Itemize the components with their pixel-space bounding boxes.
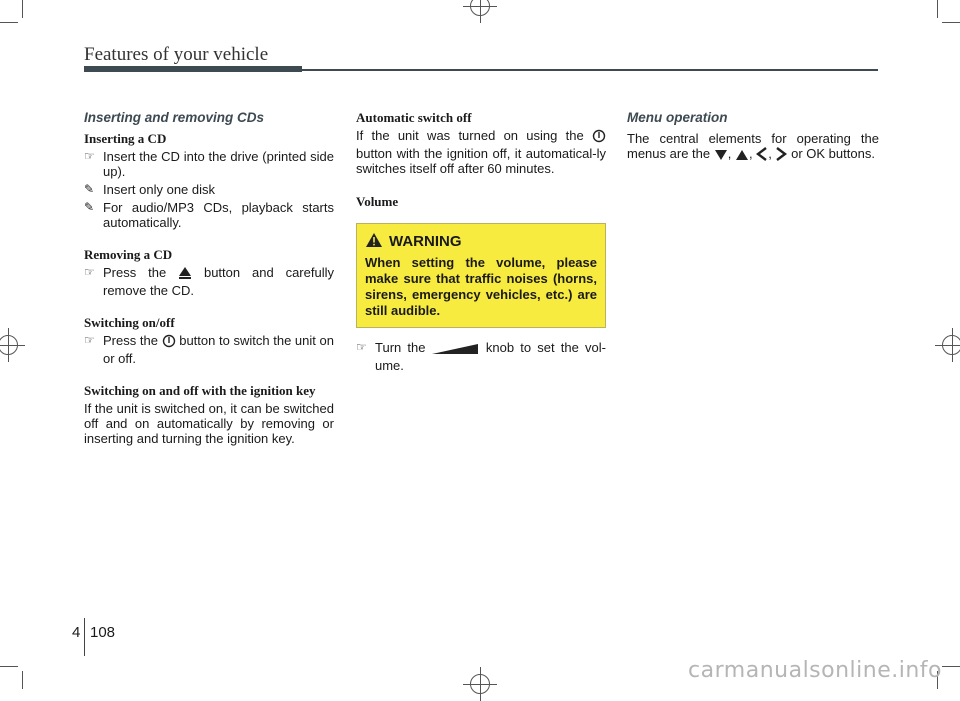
- paragraph-ignition: If the unit is switched on, it can be switched off and on automatically by removing or inserting and turning the ignition key.: [84, 401, 334, 446]
- hand-pointer-icon: ☞: [84, 333, 95, 347]
- registration-mark-bottom: [470, 674, 490, 694]
- arrow-right-icon: [775, 147, 787, 164]
- arrow-left-icon: [756, 147, 768, 164]
- page-number: 108: [90, 624, 116, 641]
- warning-box: [356, 223, 606, 328]
- page-header-title: Features of your vehicle: [84, 44, 269, 65]
- section-title-menu-operation: Menu operation: [627, 110, 728, 125]
- heading-removing-cd: Removing a CD: [84, 247, 173, 262]
- heading-inserting-cd: Inserting a CD: [84, 131, 167, 146]
- registration-mark-top: [470, 0, 490, 16]
- list-item: ☞ Press the button to switch the unit on or off.: [84, 333, 334, 366]
- registration-mark-left: [0, 335, 18, 355]
- crop-mark: [937, 0, 938, 18]
- arrow-down-icon: [714, 149, 728, 164]
- pencil-note-icon: ✎: [84, 200, 95, 214]
- column-1: [84, 110, 334, 460]
- watermark: carmanualsonline.info: [688, 658, 942, 683]
- column-2: [356, 110, 606, 376]
- power-icon: [592, 129, 606, 146]
- volume-ramp-icon: [432, 343, 480, 358]
- heading-volume: Volume: [356, 194, 399, 209]
- warning-title: WARNING: [389, 233, 462, 250]
- hand-pointer-icon: ☞: [356, 340, 367, 354]
- list-item: ✎ Insert only one disk: [84, 182, 216, 197]
- column-3: [627, 110, 879, 178]
- list-item: ✎ For audio/MP3 CDs, playback starts automatically.: [84, 200, 334, 230]
- header-bar: [84, 66, 302, 72]
- paragraph-menu-operation: The central elements for operating the menus are the , , , or OK buttons.: [627, 131, 879, 164]
- list-item: ☞ Press the button and carefully remove the CD.: [84, 265, 334, 298]
- crop-mark: [942, 22, 960, 23]
- warning-text: When setting the volume, please make sure that traffic noises (horns, sirens, emergency vehicles, etc.) are still audible.: [365, 255, 597, 318]
- crop-mark: [942, 666, 960, 667]
- paragraph-automatic-switch-off: If the unit was turned on using the button with the ignition off, it automatical-ly switches itself off after 60 minutes.: [356, 128, 606, 176]
- warning-triangle-icon: [365, 232, 383, 251]
- crop-mark: [22, 0, 23, 18]
- section-title-inserting-removing: Inserting and removing CDs: [84, 110, 265, 125]
- footer-divider: [84, 618, 85, 656]
- header-rule: [302, 69, 878, 71]
- crop-mark: [22, 671, 23, 689]
- pencil-note-icon: ✎: [84, 182, 95, 196]
- list-item: ☞ Turn the knob to set the vol-ume.: [356, 340, 606, 373]
- hand-pointer-icon: ☞: [84, 149, 95, 163]
- heading-switching-on-off: Switching on/off: [84, 315, 175, 330]
- heading-ignition-key: Switching on and off with the ignition key: [84, 383, 316, 398]
- arrow-up-icon: [735, 149, 749, 164]
- list-item: ☞ Insert the CD into the drive (printed side up).: [84, 149, 334, 179]
- heading-automatic-switch-off: Automatic switch off: [356, 110, 472, 125]
- crop-mark: [0, 666, 18, 667]
- registration-mark-right: [942, 335, 960, 355]
- chapter-number: 4: [72, 624, 81, 641]
- power-icon: [162, 334, 176, 351]
- eject-icon: [178, 266, 192, 283]
- hand-pointer-icon: ☞: [84, 265, 95, 279]
- crop-mark: [0, 22, 18, 23]
